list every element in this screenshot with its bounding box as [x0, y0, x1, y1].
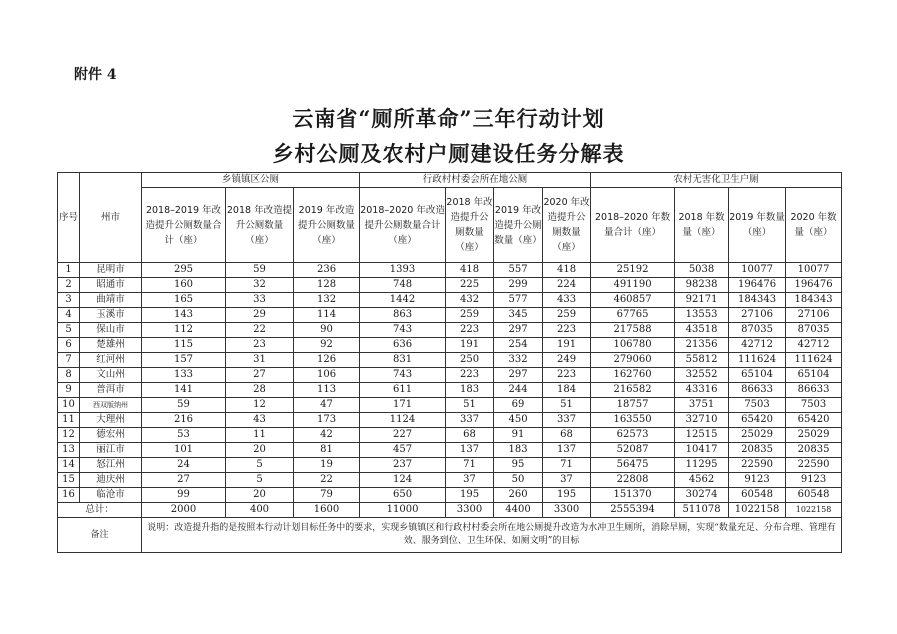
- table-cell: 345: [494, 308, 543, 323]
- table-cell: 50: [494, 473, 543, 488]
- table-cell: 87035: [786, 323, 842, 338]
- table-cell: 1442: [360, 293, 446, 308]
- row-city: 大理州: [80, 413, 142, 428]
- table-cell: 65420: [729, 413, 786, 428]
- table-cell: 196476: [729, 278, 786, 293]
- table-cell: 577: [494, 293, 543, 308]
- table-cell: 65104: [729, 368, 786, 383]
- table-cell: 10077: [786, 263, 842, 278]
- table-cell: 260: [494, 488, 543, 503]
- row-index: 15: [58, 473, 80, 488]
- col-header-village-3: 2019 年改造提升公厕数量（座）: [494, 188, 543, 263]
- table-cell: 557: [494, 263, 543, 278]
- table-cell: 743: [360, 368, 446, 383]
- table-cell: 863: [360, 308, 446, 323]
- table-cell: 91: [494, 428, 543, 443]
- row-city: 文山州: [80, 368, 142, 383]
- row-index: 3: [58, 293, 80, 308]
- table-cell: 217588: [591, 323, 675, 338]
- table-cell: 24: [142, 458, 226, 473]
- row-city: 西双版纳州: [80, 398, 142, 413]
- table-cell: 32: [226, 278, 294, 293]
- table-cell: 25192: [591, 263, 675, 278]
- row-city: 普洱市: [80, 383, 142, 398]
- table-cell: 67765: [591, 308, 675, 323]
- row-index: 5: [58, 323, 80, 338]
- table-cell: 224: [543, 278, 591, 293]
- table-cell: 25029: [786, 428, 842, 443]
- note-row: [58, 518, 842, 553]
- table-cell: 141: [142, 383, 226, 398]
- table-cell: 216582: [591, 383, 675, 398]
- table-row: [58, 443, 842, 458]
- table-cell: 87035: [729, 323, 786, 338]
- table-cell: 133: [142, 368, 226, 383]
- table-row: [58, 413, 842, 428]
- col-header-rural-3: 2019 年数量（座）: [729, 188, 786, 263]
- table-row: [58, 488, 842, 503]
- table-cell: 223: [543, 368, 591, 383]
- table-cell: 56475: [591, 458, 675, 473]
- row-index: 6: [58, 338, 80, 353]
- table-cell: 55812: [675, 353, 729, 368]
- table-cell: 160: [142, 278, 226, 293]
- table-cell: 9123: [786, 473, 842, 488]
- table-cell: 23: [226, 338, 294, 353]
- table-cell: 37: [543, 473, 591, 488]
- row-city: 玉溪市: [80, 308, 142, 323]
- table-cell: 450: [494, 413, 543, 428]
- total-cell: 2000: [142, 503, 226, 518]
- table-row: [58, 398, 842, 413]
- row-index: 9: [58, 383, 80, 398]
- table-cell: 99: [142, 488, 226, 503]
- table-row: [58, 428, 842, 443]
- table-cell: 7503: [786, 398, 842, 413]
- page-title: 云南省“厕所革命”三年行动计划: [292, 106, 605, 131]
- table-cell: 132: [294, 293, 360, 308]
- table-cell: 10077: [729, 263, 786, 278]
- row-city: 保山市: [80, 323, 142, 338]
- table-cell: 32552: [675, 368, 729, 383]
- table-cell: 27106: [786, 308, 842, 323]
- row-city: 临沧市: [80, 488, 142, 503]
- row-index: 4: [58, 308, 80, 323]
- table-cell: 191: [543, 338, 591, 353]
- table-cell: 59: [142, 398, 226, 413]
- table-cell: 111624: [729, 353, 786, 368]
- total-cell: 1600: [294, 503, 360, 518]
- table-cell: 42712: [786, 338, 842, 353]
- table-cell: 165: [142, 293, 226, 308]
- table-cell: 124: [360, 473, 446, 488]
- table-cell: 297: [494, 323, 543, 338]
- table-cell: 114: [294, 308, 360, 323]
- table-cell: 22590: [786, 458, 842, 473]
- table-cell: 43316: [675, 383, 729, 398]
- row-index: 14: [58, 458, 80, 473]
- table-cell: 27: [142, 473, 226, 488]
- table-cell: 21356: [675, 338, 729, 353]
- table-cell: 53: [142, 428, 226, 443]
- table-cell: 22808: [591, 473, 675, 488]
- table-cell: 115: [142, 338, 226, 353]
- table-cell: 460857: [591, 293, 675, 308]
- group-header-rural: 农村无害化卫生户厕: [591, 173, 842, 188]
- table-cell: 30274: [675, 488, 729, 503]
- table-cell: 101: [142, 443, 226, 458]
- table-cell: 69: [494, 398, 543, 413]
- attachment-label: 附件 4: [74, 67, 117, 83]
- col-header-town-2: 2018 年改造提升公厕数量（座）: [226, 188, 294, 263]
- table-cell: 223: [543, 323, 591, 338]
- total-cell: 400: [226, 503, 294, 518]
- table-cell: 457: [360, 443, 446, 458]
- table-cell: 227: [360, 428, 446, 443]
- table-cell: 92: [294, 338, 360, 353]
- table-cell: 52087: [591, 443, 675, 458]
- table-cell: 249: [543, 353, 591, 368]
- row-city: 丽江市: [80, 443, 142, 458]
- table-cell: 20: [226, 488, 294, 503]
- table-cell: 81: [294, 443, 360, 458]
- table-cell: 5038: [675, 263, 729, 278]
- task-table: [57, 172, 842, 553]
- table-cell: 491190: [591, 278, 675, 293]
- table-cell: 237: [360, 458, 446, 473]
- total-cell: 3300: [543, 503, 591, 518]
- table-cell: 279060: [591, 353, 675, 368]
- table-cell: 42712: [729, 338, 786, 353]
- col-header-village-2: 2018 年改造提升公厕数量（座）: [446, 188, 494, 263]
- table-cell: 60548: [729, 488, 786, 503]
- table-cell: 223: [446, 368, 494, 383]
- table-cell: 337: [446, 413, 494, 428]
- total-cell: 4400: [494, 503, 543, 518]
- table-cell: 33: [226, 293, 294, 308]
- table-row: [58, 368, 842, 383]
- row-index: 13: [58, 443, 80, 458]
- row-city: 昆明市: [80, 263, 142, 278]
- table-cell: 195: [543, 488, 591, 503]
- table-cell: 27: [226, 368, 294, 383]
- table-cell: 51: [446, 398, 494, 413]
- table-cell: 71: [446, 458, 494, 473]
- table-cell: 95: [494, 458, 543, 473]
- table-cell: 162760: [591, 368, 675, 383]
- table-cell: 173: [294, 413, 360, 428]
- table-row: [58, 383, 842, 398]
- table-cell: 65104: [786, 368, 842, 383]
- table-row: [58, 308, 842, 323]
- table-cell: 92171: [675, 293, 729, 308]
- table-cell: 748: [360, 278, 446, 293]
- table-cell: 113: [294, 383, 360, 398]
- table-cell: 418: [543, 263, 591, 278]
- table-cell: 254: [494, 338, 543, 353]
- table-cell: 611: [360, 383, 446, 398]
- table-cell: 11295: [675, 458, 729, 473]
- table-cell: 250: [446, 353, 494, 368]
- table-cell: 332: [494, 353, 543, 368]
- row-index: 12: [58, 428, 80, 443]
- row-index: 2: [58, 278, 80, 293]
- table-cell: 743: [360, 323, 446, 338]
- table-cell: 259: [446, 308, 494, 323]
- row-index: 16: [58, 488, 80, 503]
- table-cell: 163550: [591, 413, 675, 428]
- table-cell: 5: [226, 458, 294, 473]
- table-row: [58, 293, 842, 308]
- table-cell: 42: [294, 428, 360, 443]
- table-row: [58, 323, 842, 338]
- table-cell: 418: [446, 263, 494, 278]
- table-cell: 171: [360, 398, 446, 413]
- table-cell: 90: [294, 323, 360, 338]
- table-cell: 225: [446, 278, 494, 293]
- table-cell: 86633: [729, 383, 786, 398]
- table-cell: 22: [294, 473, 360, 488]
- total-cell: 2555394: [591, 503, 675, 518]
- total-cell: 11000: [360, 503, 446, 518]
- table-cell: 60548: [786, 488, 842, 503]
- col-header-town-3: 2019 年改造提升公厕数量（座）: [294, 188, 360, 263]
- table-cell: 106: [294, 368, 360, 383]
- table-cell: 25029: [729, 428, 786, 443]
- total-label: 总计：: [58, 503, 142, 518]
- table-cell: 20: [226, 443, 294, 458]
- col-header-village-4: 2020 年改造提升公厕数量（座）: [543, 188, 591, 263]
- table-cell: 191: [446, 338, 494, 353]
- table-cell: 295: [142, 263, 226, 278]
- table-cell: 65420: [786, 413, 842, 428]
- total-cell: 3300: [446, 503, 494, 518]
- table-cell: 223: [446, 323, 494, 338]
- total-row: [58, 503, 842, 518]
- row-city: 红河州: [80, 353, 142, 368]
- table-cell: 4562: [675, 473, 729, 488]
- table-cell: 433: [543, 293, 591, 308]
- table-cell: 195: [446, 488, 494, 503]
- table-cell: 43: [226, 413, 294, 428]
- col-header-rural-4: 2020 年数量（座）: [786, 188, 842, 263]
- table-cell: 7503: [729, 398, 786, 413]
- table-cell: 183: [446, 383, 494, 398]
- total-cell: 511078: [675, 503, 729, 518]
- table-cell: 19: [294, 458, 360, 473]
- table-row: [58, 353, 842, 368]
- table-cell: 244: [494, 383, 543, 398]
- row-city: 怒江州: [80, 458, 142, 473]
- table-cell: 18757: [591, 398, 675, 413]
- table-cell: 650: [360, 488, 446, 503]
- table-cell: 183: [494, 443, 543, 458]
- table-cell: 106780: [591, 338, 675, 353]
- table-cell: 126: [294, 353, 360, 368]
- table-cell: 51: [543, 398, 591, 413]
- table-cell: 137: [543, 443, 591, 458]
- table-cell: 184: [543, 383, 591, 398]
- table-cell: 68: [446, 428, 494, 443]
- table-cell: 11: [226, 428, 294, 443]
- table-cell: 432: [446, 293, 494, 308]
- table-cell: 1393: [360, 263, 446, 278]
- table-cell: 297: [494, 368, 543, 383]
- total-cell: 1022158: [729, 503, 786, 518]
- table-cell: 3751: [675, 398, 729, 413]
- table-cell: 86633: [786, 383, 842, 398]
- table-cell: 10417: [675, 443, 729, 458]
- col-header-rural-1: 2018–2020 年数量合计（座）: [591, 188, 675, 263]
- table-cell: 62573: [591, 428, 675, 443]
- row-city: 昭通市: [80, 278, 142, 293]
- table-cell: 111624: [786, 353, 842, 368]
- col-header-village-1: 2018–2020 年改造提升公厕数量合计（座）: [360, 188, 446, 263]
- table-cell: 112: [142, 323, 226, 338]
- table-cell: 68: [543, 428, 591, 443]
- table-cell: 184343: [786, 293, 842, 308]
- table-cell: 28: [226, 383, 294, 398]
- row-index: 10: [58, 398, 80, 413]
- col-header-rural-2: 2018 年数量（座）: [675, 188, 729, 263]
- table-cell: 29: [226, 308, 294, 323]
- group-header-village: 行政村村委会所在地公厕: [360, 173, 591, 188]
- table-cell: 128: [294, 278, 360, 293]
- table-cell: 196476: [786, 278, 842, 293]
- row-city: 德宏州: [80, 428, 142, 443]
- table-cell: 27106: [729, 308, 786, 323]
- row-city: 迪庆州: [80, 473, 142, 488]
- table-cell: 236: [294, 263, 360, 278]
- table-row: [58, 473, 842, 488]
- row-city: 楚雄州: [80, 338, 142, 353]
- note-label: 备注: [58, 518, 142, 553]
- table-row: [58, 263, 842, 278]
- table-cell: 32710: [675, 413, 729, 428]
- table-row: [58, 458, 842, 473]
- table-cell: 137: [446, 443, 494, 458]
- table-cell: 12: [226, 398, 294, 413]
- col-header-town-1: 2018–2019 年改造提升公厕数量合计（座）: [142, 188, 226, 263]
- table-cell: 98238: [675, 278, 729, 293]
- table-cell: 20835: [786, 443, 842, 458]
- page-subtitle: 乡村公厕及农村户厕建设任务分解表: [272, 141, 625, 166]
- table-cell: 1124: [360, 413, 446, 428]
- row-city: 曲靖市: [80, 293, 142, 308]
- table-row: [58, 338, 842, 353]
- table-cell: 216: [142, 413, 226, 428]
- row-index: 11: [58, 413, 80, 428]
- table-cell: 299: [494, 278, 543, 293]
- table-cell: 31: [226, 353, 294, 368]
- table-cell: 13553: [675, 308, 729, 323]
- table-cell: 9123: [729, 473, 786, 488]
- table-cell: 43518: [675, 323, 729, 338]
- row-index: 1: [58, 263, 80, 278]
- table-cell: 259: [543, 308, 591, 323]
- table-cell: 37: [446, 473, 494, 488]
- table-cell: 79: [294, 488, 360, 503]
- table-cell: 22: [226, 323, 294, 338]
- table-cell: 143: [142, 308, 226, 323]
- table-cell: 5: [226, 473, 294, 488]
- group-header-town: 乡镇镇区公厕: [142, 173, 360, 188]
- row-index: 8: [58, 368, 80, 383]
- total-cell: 1022158: [786, 503, 842, 518]
- table-row: [58, 278, 842, 293]
- table-cell: 12515: [675, 428, 729, 443]
- note-text: 说明：改造提升指的是按照本行动计划目标任务中的要求，实现乡镇镇区和行政村村委会所在地公厕提升改造为水冲卫生厕所，消除旱厕，实现“数量充足、分布合理、管理有效、服务到位、卫生环保、如厕文明”的目标: [142, 518, 842, 553]
- table-cell: 831: [360, 353, 446, 368]
- table-cell: 59: [226, 263, 294, 278]
- row-index: 7: [58, 353, 80, 368]
- table-cell: 47: [294, 398, 360, 413]
- table-cell: 22590: [729, 458, 786, 473]
- col-header-index: 序号: [58, 173, 80, 263]
- col-header-city: 州市: [80, 173, 142, 263]
- table-cell: 337: [543, 413, 591, 428]
- table-cell: 20835: [729, 443, 786, 458]
- table-cell: 636: [360, 338, 446, 353]
- table-cell: 184343: [729, 293, 786, 308]
- table-cell: 71: [543, 458, 591, 473]
- table-cell: 151370: [591, 488, 675, 503]
- table-cell: 157: [142, 353, 226, 368]
